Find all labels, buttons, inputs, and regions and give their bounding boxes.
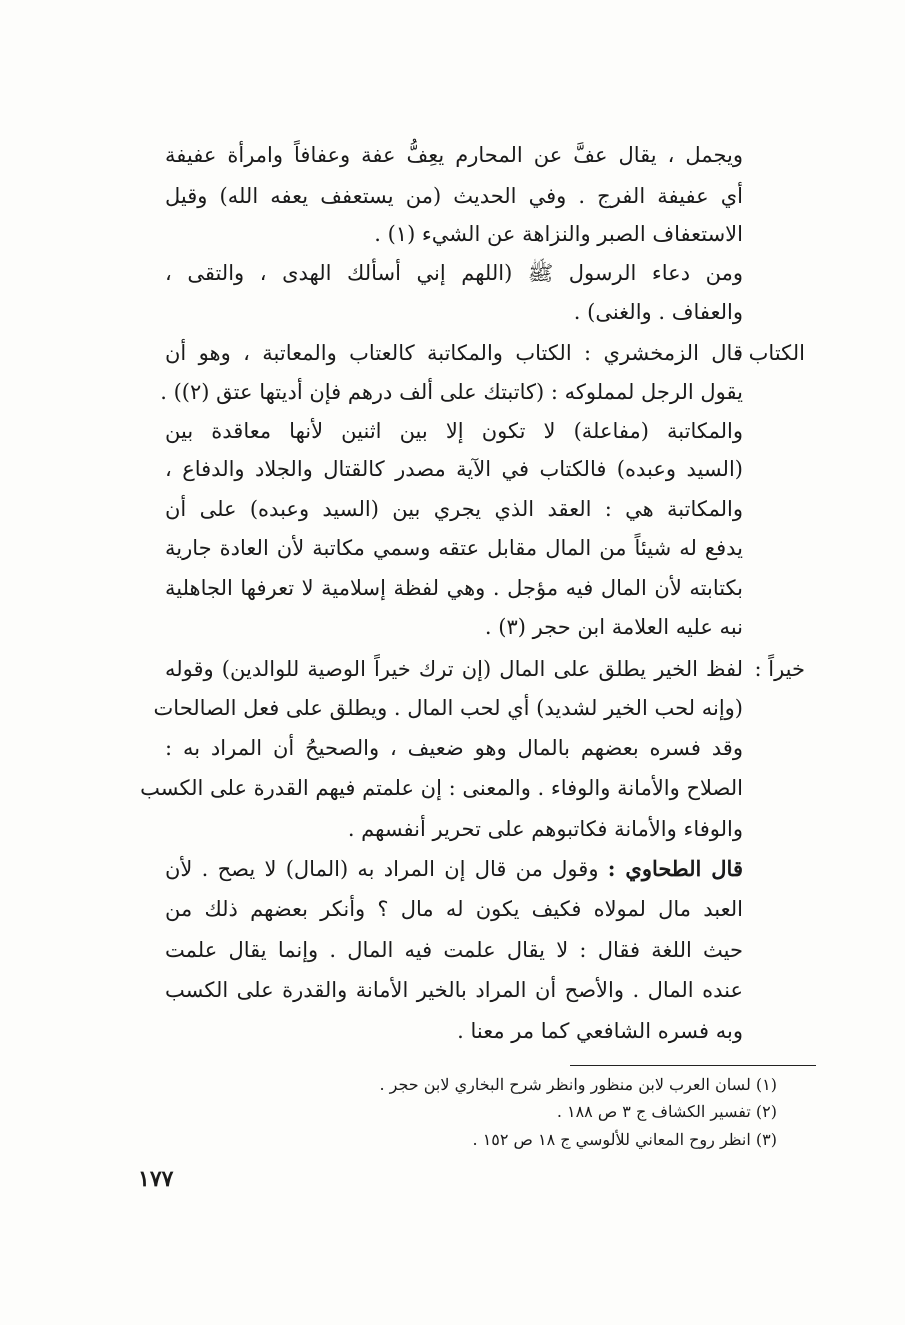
tahawi-label: قال الطحاوي : bbox=[607, 856, 743, 881]
page-number: ١٧٧ bbox=[138, 1166, 174, 1192]
text-line: أي عفيفة الفرج . وفي الحديث (من يستعفف يعفه الله) وقيل bbox=[165, 184, 743, 208]
text-line: وقد فسره بعضهم بالمال وهو ضعيف ، والصحيحُ أن المراد به : bbox=[165, 736, 743, 760]
text-line: والعفاف . والغنى) . bbox=[573, 300, 743, 324]
text-line: والمكاتبة (مفاعلة) لا تكون إلا بين اثنين لأنها معاقدة بين bbox=[165, 419, 743, 443]
text-line: قال الزمخشري : الكتاب والمكاتبة كالعتاب والمعاتبة ، وهو أن bbox=[165, 341, 743, 365]
text-line: والوفاء والأمانة فكاتبوهم على تحرير أنفسهم . bbox=[347, 817, 743, 841]
text-line: الاستعفاف الصبر والنزاهة عن الشيء (١) . bbox=[374, 222, 743, 246]
footnote-2: (٢) تفسير الكشاف ج ٣ ص ١٨٨ . bbox=[556, 1102, 777, 1121]
text-line: يقول الرجل لمملوكه : (كاتبتك على ألف درهم فإن أديتها عتق (٢)) . bbox=[160, 380, 743, 404]
text-line: والمكاتبة هي : العقد الذي يجري بين (السيد وعبده) على أن bbox=[165, 497, 743, 521]
term-kitab: الكتاب : bbox=[734, 341, 805, 365]
text-line: ومن دعاء الرسول ﷺ (اللهم إني أسألك الهدى ، والتقى ، bbox=[165, 261, 743, 285]
footnote-divider bbox=[570, 1065, 816, 1066]
footnote-3: (٣) انظر روح المعاني للألوسي ج ١٨ ص ١٥٢ . bbox=[472, 1130, 777, 1149]
footnote-1: (١) لسان العرب لابن منظور وانظر شرح البخاري لابن حجر . bbox=[379, 1075, 777, 1094]
text-line: حيث اللغة فقال : لا يقال علمت فيه المال . وإنما يقال علمت bbox=[165, 938, 743, 962]
text-line: نبه عليه العلامة ابن حجر (٣) . bbox=[484, 615, 743, 639]
text-line: عنده المال . والأصح أن المراد بالخير الأمانة والقدرة على الكسب bbox=[165, 978, 743, 1002]
text-line: لفظ الخير يطلق على المال (إن ترك خيراً الوصية للوالدين) وقوله bbox=[165, 657, 743, 681]
text-line: الصلاح والأمانة والوفاء . والمعنى : إن علمتم فيهم القدرة على الكسب bbox=[140, 776, 743, 800]
term-khayran: خيراً : bbox=[754, 657, 805, 681]
tahawi-text: وقول من قال إن المراد به (المال) لا يصح . لأن bbox=[165, 857, 599, 881]
text-line: (وإنه لحب الخير لشديد) أي لحب المال . ويطلق على فعل الصالحات bbox=[153, 696, 743, 720]
text-line: يدفع له شيئاً من المال مقابل عتقه وسمي مكاتبة لأن العادة جارية bbox=[165, 536, 743, 560]
text-line: (السيد وعبده) فالكتاب في الآية مصدر كالقتال والجلاد والدفاع ، bbox=[165, 457, 743, 481]
tahawi-line bbox=[165, 854, 743, 884]
text-line: العبد مال لمولاه فكيف يكون له مال ؟ وأنكر بعضهم ذلك من bbox=[165, 897, 743, 921]
text-line: وبه فسره الشافعي كما مر معنا . bbox=[457, 1019, 743, 1043]
text-line: بكتابته لأن المال فيه مؤجل . وهي لفظة إسلامية لا تعرفها الجاهلية bbox=[165, 576, 743, 600]
text-line: ويجمل ، يقال عفَّ عن المحارم يعِفُّ عفة وعفافاً وامرأة عفيفة bbox=[165, 143, 743, 167]
